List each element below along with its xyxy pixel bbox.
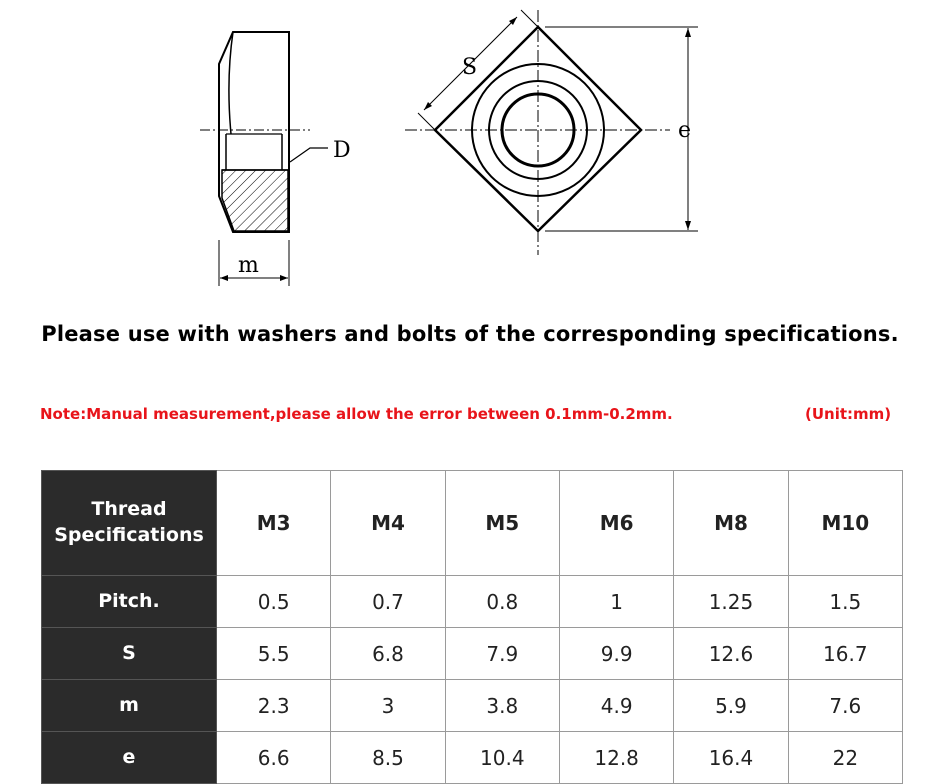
table-header-row [42,471,903,576]
row-header: e [42,732,217,784]
table-cell: 12.8 [559,732,673,784]
table-cell: 6.6 [217,732,331,784]
usage-headline: Please use with washers and bolts of the corresponding specifications. [41,322,899,346]
table-row-e [42,732,903,784]
square-nut-technical-drawing [0,0,940,300]
table-cell: 4.9 [559,680,673,732]
table-cell: 7.6 [788,680,902,732]
corner-header [42,471,217,576]
table-row-m [42,680,903,732]
label-d: D [333,138,351,163]
measurement-note: Note:Manual measurement,please allow the error between 0.1mm-0.2mm. [40,405,673,423]
corner-header-line1: Thread [91,498,167,521]
table-cell: 8.5 [331,732,445,784]
table-cell: 6.8 [331,628,445,680]
table-cell: 22 [788,732,902,784]
table-cell: 9.9 [559,628,673,680]
unit-note: (Unit:mm) [805,405,892,423]
table-cell: 0.8 [445,576,559,628]
table-cell: 16.7 [788,628,902,680]
column-header: M5 [445,471,559,576]
label-s: S [462,55,478,80]
table-cell: 3.8 [445,680,559,732]
side-view [200,32,328,286]
table-cell: 5.9 [674,680,788,732]
column-header: M3 [217,471,331,576]
table-cell: 5.5 [217,628,331,680]
table-cell: 1.5 [788,576,902,628]
top-view [405,10,698,255]
table-cell: 2.3 [217,680,331,732]
row-header: m [42,680,217,732]
table-cell: 0.5 [217,576,331,628]
table-cell: 10.4 [445,732,559,784]
table-cell: 1.25 [674,576,788,628]
label-m: m [238,253,259,278]
table-cell: 12.6 [674,628,788,680]
table-row-s [42,628,903,680]
column-header: M6 [559,471,673,576]
label-e: e [678,118,692,143]
row-header: S [42,628,217,680]
row-header: Pitch. [42,576,217,628]
corner-header-line2: Specifications [54,524,204,546]
table-cell: 3 [331,680,445,732]
table-cell: 16.4 [674,732,788,784]
specification-table [41,470,903,784]
table-cell: 7.9 [445,628,559,680]
table-cell: 0.7 [331,576,445,628]
column-header: M4 [331,471,445,576]
column-header: M10 [788,471,902,576]
table-cell: 1 [559,576,673,628]
table-row-pitch [42,576,903,628]
column-header: M8 [674,471,788,576]
